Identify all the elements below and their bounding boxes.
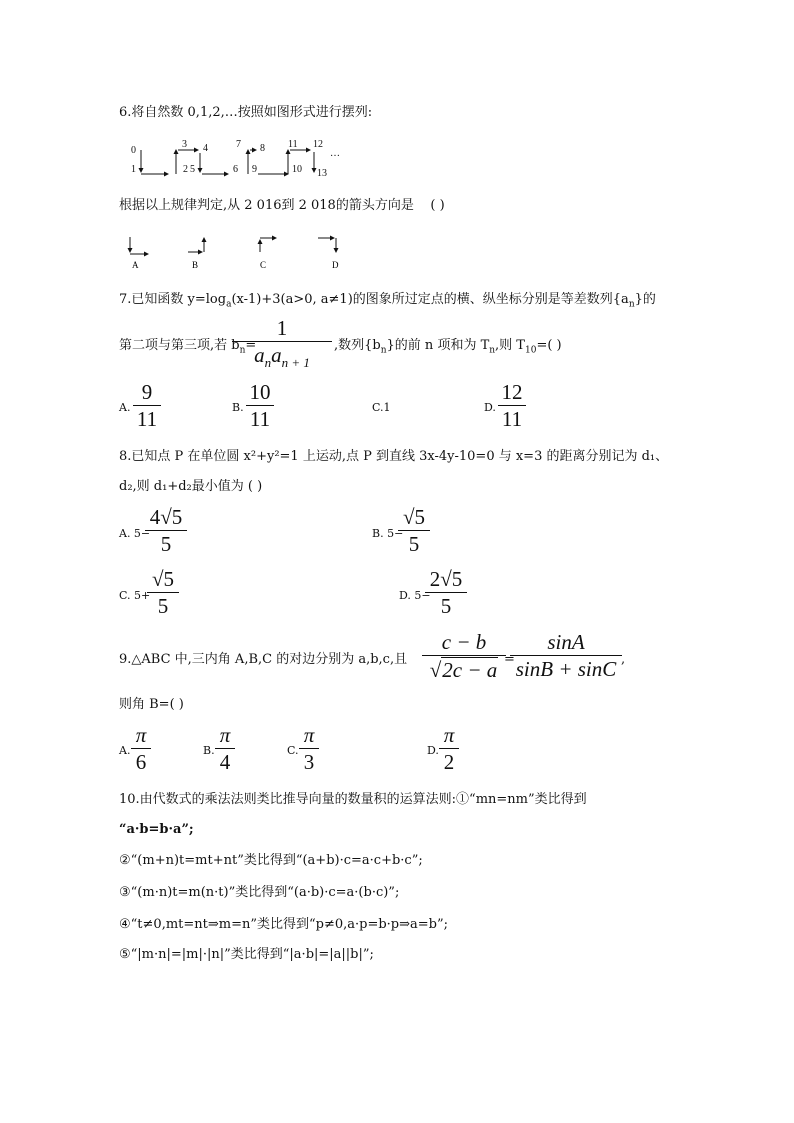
q7-line2-left: 第二项与第三项,若 $b_n=$ — [119, 338, 257, 356]
q8-option-d: 2√5 5 — [425, 567, 467, 618]
svg-text:C: C — [260, 260, 267, 270]
q6-options-figure — [120, 232, 360, 272]
fig-num-11: 11 — [288, 139, 298, 150]
q9-comma: , — [621, 652, 626, 667]
svg-text:D: D — [332, 260, 339, 270]
fig-num-0: 0 — [131, 145, 136, 156]
q7-line2-right: ,数列$\{b_n\}$的前 n 项和为 $T_n$,则 $T_{10}=$( ) — [334, 338, 562, 356]
q9-equals: = — [504, 652, 515, 667]
q8-line2: d₂,则 d₁+d₂最小值为 ( ) — [119, 479, 263, 494]
option-b-arrows — [188, 238, 204, 270]
q8-option-c-label: C. 5+ — [119, 589, 151, 602]
q9-fraction-left: c − b √2c − a — [422, 630, 506, 682]
q7-option-a: 9 11 — [133, 380, 161, 431]
svg-text:B: B — [192, 260, 199, 270]
q6-stem: 6.将自然数 0,1,2,…按照如图形式进行摆列: — [119, 105, 373, 120]
fig-ellipsis: … — [330, 148, 340, 159]
q9-option-d: π 2 — [439, 723, 459, 774]
fig-num-7: 7 — [236, 139, 241, 150]
fig-num-12: 12 — [313, 139, 323, 150]
q10-line3: ②“(m+n)t=mt+nt”类比得到“(a+b)·c=a·c+b·c”; — [119, 853, 423, 868]
q10-line5: ④“t≠0,mt=nt⇒m=n”类比得到“p≠0,a·p=b·p⇒a=b”; — [119, 917, 449, 932]
fig-num-6: 6 — [233, 164, 238, 175]
option-a-arrows — [130, 237, 148, 270]
q9-option-a-label: A. — [119, 744, 131, 757]
q10-line6: ⑤“|m·n|=|m|·|n|”类比得到“|a·b|=|a||b|”; — [119, 947, 374, 962]
option-d-arrows — [318, 238, 339, 270]
fig-num-4: 4 — [203, 143, 208, 154]
q9-fraction-right: sinA sinB + sinC — [510, 630, 622, 681]
option-c-arrows — [260, 238, 276, 270]
q7-option-d-label: D. — [484, 401, 496, 414]
q8-option-a: 4√5 5 — [145, 505, 187, 556]
q8-option-a-label: A. 5− — [119, 527, 151, 540]
fig-num-3: 3 — [182, 139, 187, 150]
q9-option-b: π 4 — [215, 723, 235, 774]
fig-num-2: 2 — [183, 164, 188, 175]
fig-num-1: 1 — [131, 164, 136, 175]
q7-option-c: C.1 — [372, 401, 391, 414]
q7-option-b-label: B. — [232, 401, 244, 414]
q7-option-b: 10 11 — [246, 380, 274, 431]
fig-num-10: 10 — [292, 164, 302, 175]
fig-num-9: 9 — [252, 164, 257, 175]
fig-num-5: 5 — [190, 164, 195, 175]
q10-line1: 10.由代数式的乘法法则类比推导向量的数量积的运算法则:①“mn=nm”类比得到 — [119, 792, 587, 807]
q10-line4: ③“(m·n)t=m(n·t)”类比得到“(a·b)·c=a·(b·c)”; — [119, 885, 400, 900]
q9-option-d-label: D. — [427, 744, 439, 757]
q9-line2: 则角 B=( ) — [119, 697, 184, 712]
q6-ask: 根据以上规律判定,从 2 016到 2 018的箭头方向是 ( ) — [119, 198, 445, 213]
q8-option-b: √5 5 — [398, 505, 430, 556]
q7-bn-fraction: 1 $a_na_{n + 1}$ — [232, 316, 332, 367]
q8-option-c: √5 5 — [147, 567, 179, 618]
q9-line1: 9.△ABC 中,三内角 A,B,C 的对边分别为 a,b,c,且 — [119, 652, 408, 667]
q10-line2: “a·b=b·a”; — [119, 822, 194, 837]
q9-option-c-label: C. — [287, 744, 299, 757]
q9-option-a: π 6 — [131, 723, 151, 774]
svg-text:A: A — [132, 260, 139, 270]
fig-num-8: 8 — [260, 143, 265, 154]
q8-option-b-label: B. 5− — [372, 527, 404, 540]
q8-option-d-label: D. 5− — [399, 589, 431, 602]
q7-option-d: 12 11 — [498, 380, 526, 431]
q9-option-c: π 3 — [299, 723, 319, 774]
q8-line1: 8.已知点 P 在单位圆 x²+y²=1 上运动,点 P 到直线 3x-4y-10=0 与 x=3 的距离分别记为 d₁、 — [119, 449, 669, 464]
q7-option-a-label: A. — [119, 401, 131, 414]
q7-line1: 7.已知函数 $y=\log_a(x-1)+3(a>0$, a≠1)的图象所过定点的横、纵坐标分别是等差数列$\{a_n\}$的 — [119, 292, 656, 310]
fig-num-13: 13 — [317, 168, 327, 179]
number-arrangement-figure — [128, 138, 358, 180]
q9-option-b-label: B. — [203, 744, 215, 757]
